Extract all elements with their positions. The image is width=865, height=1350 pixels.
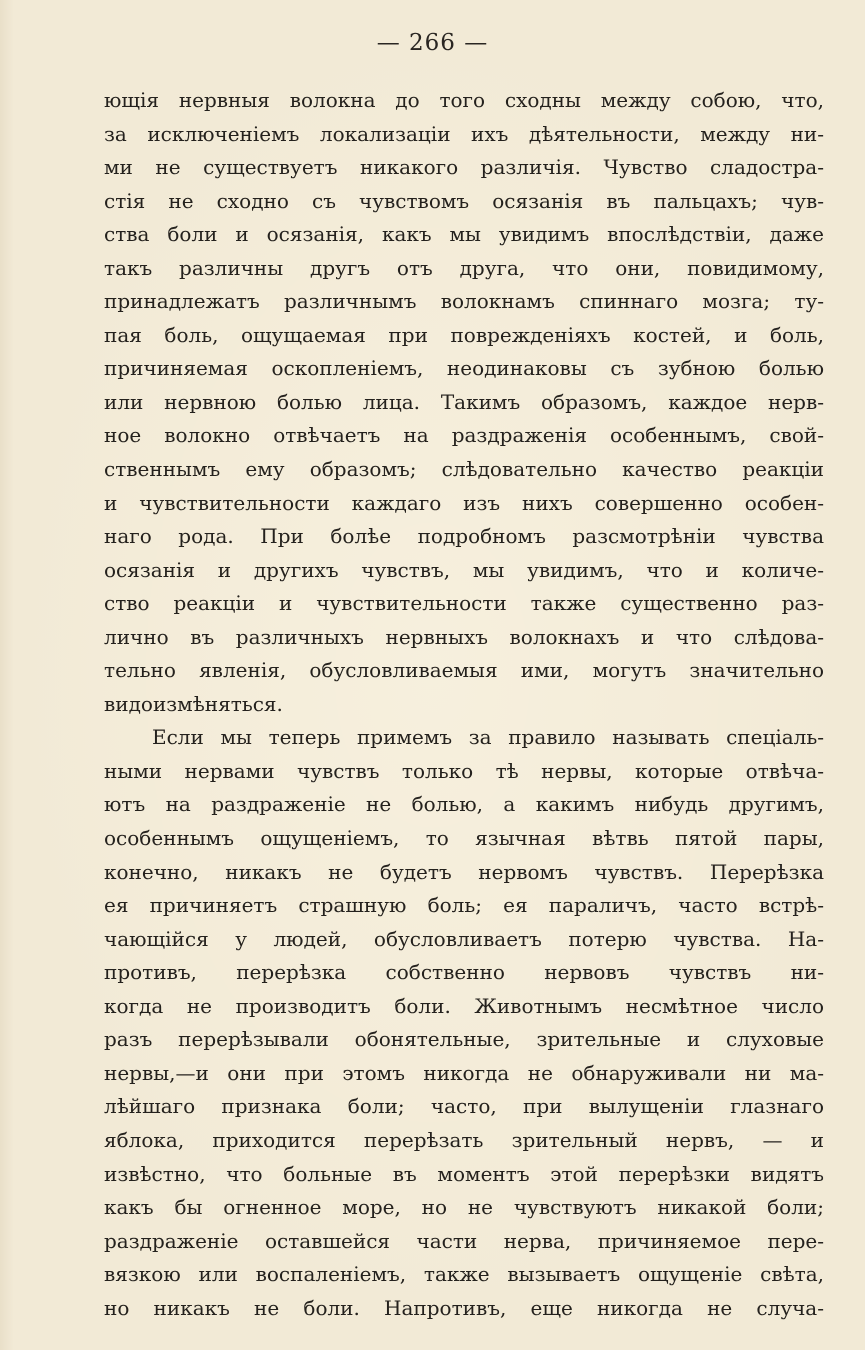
text-line: ными нервами чувствъ только тѣ нервы, которые отвѣча- [104, 758, 824, 783]
text-line: тельно явленія, обусловливаемыя ими, могутъ значительно [104, 658, 824, 683]
text-line: ственнымъ ему образомъ; слѣдовательно качество реакціи [104, 457, 824, 482]
text-line: противъ, перерѣзка собственно нервовъ чувствъ ни- [104, 960, 824, 985]
text-line: лѣйшаго признака боли; часто, при вылущеніи глазнаго [104, 1094, 824, 1119]
text-line: такъ различны другъ отъ друга, что они, повидимому, [104, 255, 824, 280]
text-line: раздраженіе оставшейся части нерва, причиняемое пере- [104, 1228, 824, 1253]
text-line: конечно, никакъ не будетъ нервомъ чувствъ. Перерѣзка [104, 859, 824, 884]
text-line: стія не сходно съ чувствомъ осязанія въ пальцахъ; чув- [104, 188, 824, 213]
text-line: пая боль, ощущаемая при поврежденіяхъ костей, и боль, [104, 322, 824, 347]
text-line: особеннымъ ощущеніемъ, то язычная вѣтвь пятой пары, [104, 826, 824, 851]
text-line: вязкою или воспаленіемъ, также вызываетъ ощущеніе свѣта, [104, 1262, 824, 1287]
text-line: наго рода. При болѣе подробномъ разсмотрѣніи чувства [104, 524, 824, 549]
text-line: нервы,—и они при этомъ никогда не обнаруживали ни ма- [104, 1060, 824, 1085]
text-line: ство реакціи и чувствительности также существенно раз- [104, 591, 824, 616]
text-line: когда не производитъ боли. Животнымъ несмѣтное число [104, 993, 824, 1018]
text-line: принадлежатъ различнымъ волокнамъ спиннаго мозга; ту- [104, 289, 824, 314]
text-line: лично въ различныхъ нервныхъ волокнахъ и что слѣдова- [104, 624, 824, 649]
paragraph-first-line: Если мы теперь примемъ за правило называть спеціаль- [152, 725, 824, 750]
text-line: ютъ на раздраженіе не болью, а какимъ нибудь другимъ, [104, 792, 824, 817]
text-line: ющія нервныя волокна до того сходны между собою, что, [104, 88, 824, 112]
paragraph-end-line: видоизмѣняться. [104, 691, 283, 716]
body-text [104, 84, 824, 1325]
text-line: осязанія и другихъ чувствъ, мы увидимъ, что и количе- [104, 557, 824, 582]
text-line: ея причиняетъ страшную боль; ея параличъ, часто встрѣ- [104, 893, 824, 918]
text-line: или нервною болью лица. Такимъ образомъ, каждое нерв- [104, 389, 824, 414]
text-line: ное волокно отвѣчаетъ на раздраженія особеннымъ, свой- [104, 423, 824, 448]
text-line: ства боли и осязанія, какъ мы увидимъ впослѣдствіи, даже [104, 222, 824, 247]
text-line: какъ бы огненное море, но не чувствуютъ никакой боли; [104, 1195, 824, 1220]
text-line: яблока, приходится перерѣзать зрительный нервъ, — и [104, 1127, 824, 1152]
text-line: ми не существуетъ никакого различія. Чувство сладостра- [104, 155, 824, 180]
text-line: но никакъ не боли. Напротивъ, еще никогда не случа- [104, 1295, 824, 1320]
page-number: — 266 — [376, 30, 489, 56]
text-line: чающійся у людей, обусловливаетъ потерю чувства. На- [104, 926, 824, 951]
text-line: за исключеніемъ локализаціи ихъ дѣятельности, между ни- [104, 121, 824, 146]
text-line: причиняемая оскопленіемъ, неодинаковы съ зубною болью [104, 356, 824, 381]
text-line: извѣстно, что больные въ моментъ этой перерѣзки видятъ [104, 1161, 824, 1186]
text-line: разъ перерѣзывали обонятельные, зрительные и слуховые [104, 1027, 824, 1052]
text-line: и чувствительности каждаго изъ нихъ совершенно особен- [104, 490, 824, 515]
